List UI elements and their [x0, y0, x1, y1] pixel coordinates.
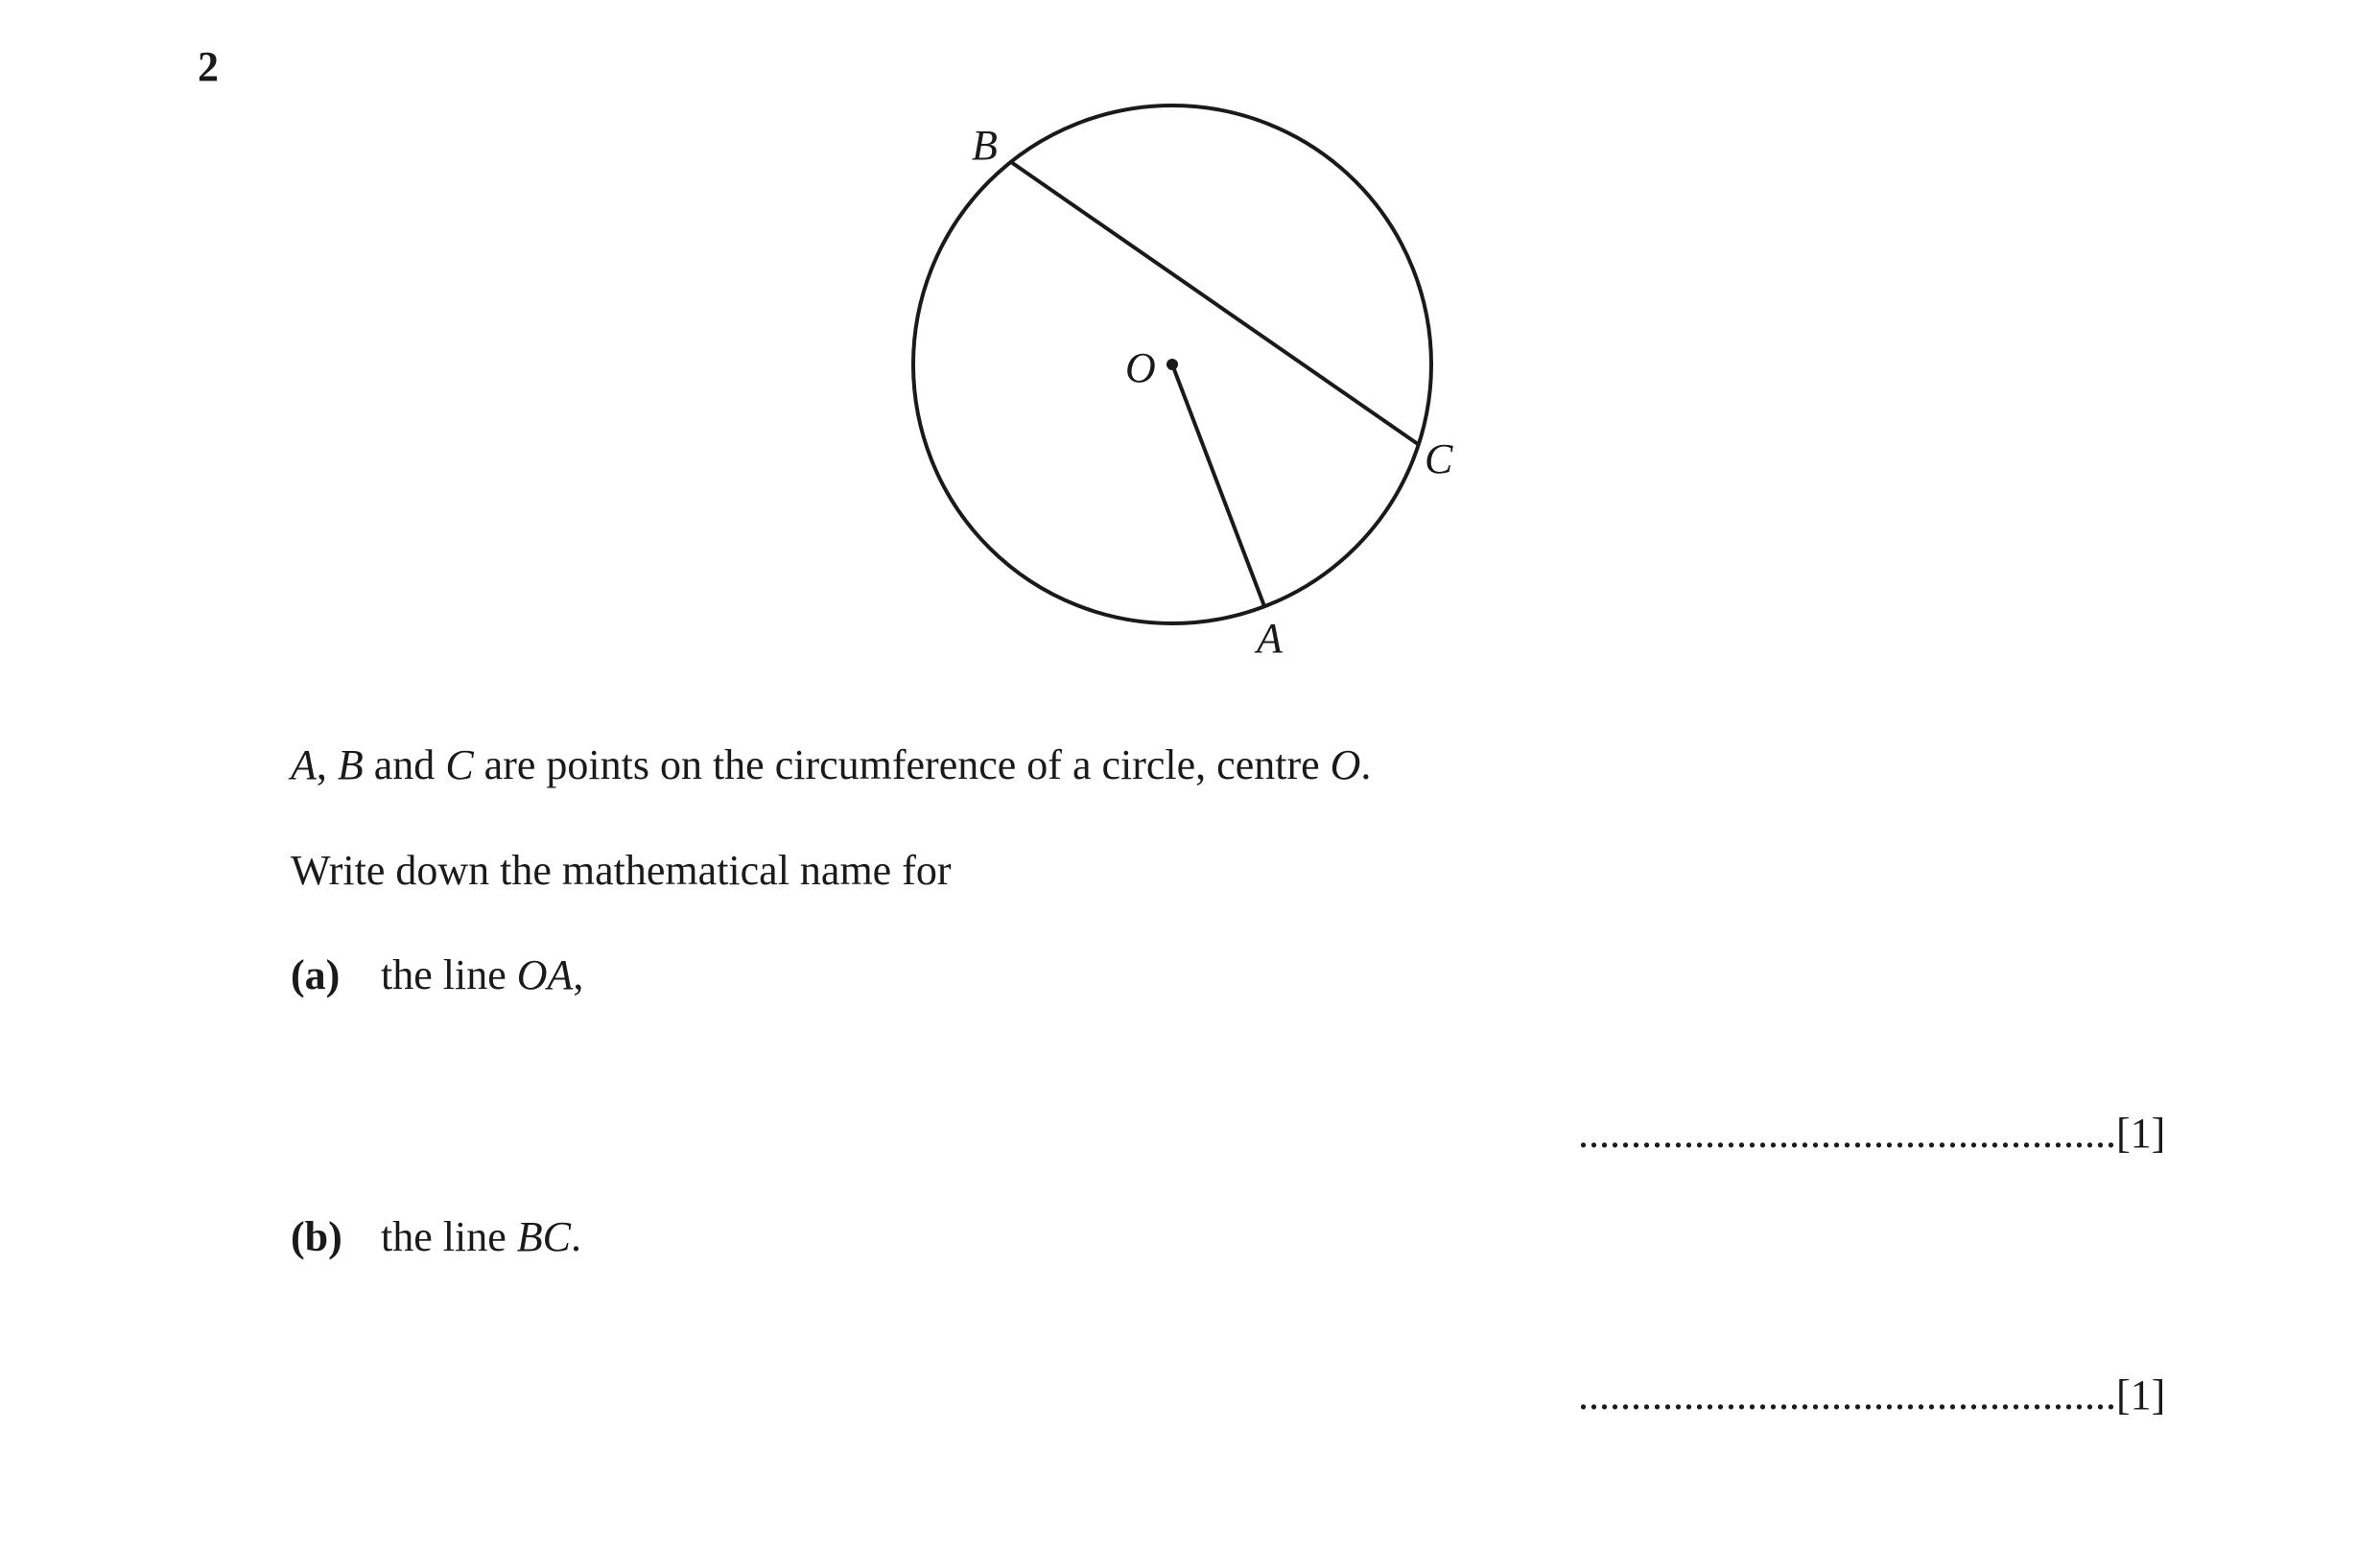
point-a: A [291, 741, 317, 788]
separator: , [316, 741, 338, 788]
point-o: O [1330, 741, 1361, 788]
marks-b: [1] [2116, 1371, 2166, 1418]
answer-dots-a[interactable]: ................................................... [1578, 1110, 2116, 1157]
part-b [291, 1213, 581, 1260]
point-b: B [337, 741, 364, 788]
label-a: A [1257, 615, 1283, 662]
label-c: C [1425, 435, 1453, 482]
marks-a: [1] [2116, 1110, 2166, 1157]
statement [291, 741, 1372, 788]
statement-middle: are points on the circumference of a circle, centre [473, 741, 1331, 788]
part-a-prefix: the line [381, 951, 517, 998]
part-a-label: (a) [291, 951, 341, 998]
part-a [291, 951, 584, 998]
label-o: O [1125, 344, 1156, 391]
part-b-name: BC [516, 1213, 571, 1260]
part-a-name: OA [516, 951, 574, 998]
centre-point [1166, 359, 1178, 370]
point-c: C [445, 741, 474, 788]
instruction: Write down the mathematical name for [291, 847, 952, 894]
radius-oa [1172, 364, 1264, 606]
answer-line-b[interactable] [1578, 1371, 2166, 1418]
statement-end: . [1360, 741, 1372, 788]
part-a-suffix: , [573, 951, 584, 998]
label-b: B [972, 122, 998, 169]
circle-diagram [0, 0, 2380, 691]
and-word: and [363, 741, 446, 788]
answer-line-a[interactable] [1578, 1110, 2166, 1157]
part-b-prefix: the line [381, 1213, 517, 1260]
question-number: 2 [198, 43, 219, 90]
part-b-suffix: . [570, 1213, 581, 1260]
chord-bc [1011, 162, 1418, 444]
part-b-label: (b) [291, 1213, 342, 1260]
answer-dots-b[interactable]: ................................................... [1578, 1371, 2116, 1418]
